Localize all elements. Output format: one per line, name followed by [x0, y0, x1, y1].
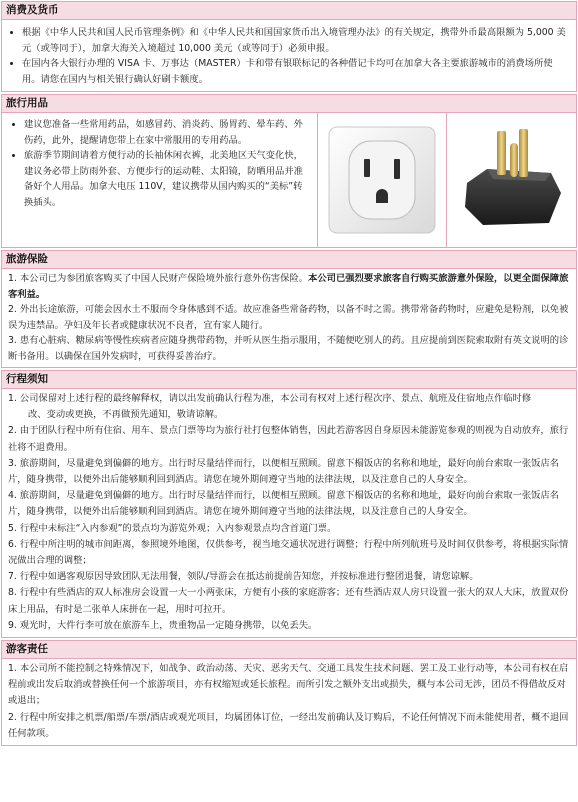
list-item: 5. 行程中未标注“入内参观”的景点均为游览外观；入内参观景点均含首道门票。 [8, 522, 337, 534]
liability-section [1, 640, 577, 746]
list-item: 1. 公司保留对上述行程的最终解释权，请以出发前确认行程为准，本公司有权对上述行程次序、景点、航班及住宿地点作临时修 [8, 393, 532, 404]
list-item: • 在国内各大银行办理的 VISA 卡、万事达（MASTER）卡和带有银联标记的各种借记卡均可在加拿大各主要旅游城市的消费场所使用。请您在国内与相关银行确认好刷卡额度。 [22, 56, 570, 87]
list-item: • 建议您准备一些常用药品，如感冒药、消炎药、肠胃药、晕车药、外伤药，此外，提醒请您带上在家中常服用的专用药品。 [24, 117, 309, 148]
list-item: 1. 本公司已为参团旅客购买了中国人民财产保险境外旅行意外伤害保险。本公司已强烈要求旅客自行购买旅游意外保险，以更全面保障旅客利益。 [8, 273, 569, 300]
supplies-section [1, 94, 577, 248]
currency-list [8, 25, 570, 87]
list-item: • 旅游季节期间请着方便行动的长袖休闲衣裤，北美地区天气变化快，建议务必带上防雨外套、方便步行的运动鞋、太阳镜，防晒用品并准备好个人用品。加拿大电压 110V，建议携带从国内购买的“美标”转换插头。 [24, 148, 309, 210]
insurance-section [1, 250, 577, 368]
supplies-list [10, 117, 309, 210]
currency-title: 消费及货币 [2, 2, 576, 20]
list-item-continuation: 改、变动或更换，不再做预先通知，敬请谅解。 [28, 409, 224, 421]
liability-title: 游客责任 [2, 641, 576, 659]
list-item: 4. 旅游期间，尽量避免到偏僻的地方。出行时尽量结伴而行，以便相互照顾。留意下榻饭店的名称和地址，最好向前台索取一张饭店名片，随身携带，以便外出后能够顺利回到酒店。请您在境外期间遵守当地的法律法规，以及注意自己的人身安全。 [8, 490, 560, 518]
list-item: 2. 外出长途旅游，可能会因水土不服而令身体感到不适。故应准备些常备药物，以备不时之需。携带常备药物时，应避免是粉剂，以免被误为违禁品。孕妇及年长者或健康状况不良者，宜有家人随行。 [8, 304, 569, 331]
list-item: 1. 本公司所不能控制之特殊情况下，如战争、政治动荡、天灾、恶劣天气、交通工具发生技术问题、罢工及工业行动等，本公司有权在启程前或出发后取消或替换任何一个旅游项目，亦有权缩短或延长旅程。而所引发之额外支出或损失，概与本公司无涉，团员不得借故反对或退出； [8, 663, 569, 707]
list-item: 8. 行程中有些酒店的双人标准房会设置一大一小两张床，方便有小孩的家庭游客；还有些酒店双人房只设置一张大的双人大床，放置双份床上用品，有时是二张单人床拼在一起，用时可拉开。 [8, 587, 569, 615]
list-item: 9. 观光时，大件行李可放在旅游车上，贵重物品一定随身携带，以免丢失。 [8, 619, 318, 631]
list-item: 6. 行程中所注明的城市间距离，参照境外地图，仅供参考，视当地交通状况进行调整；行程中所列航班号及时间仅供参考，将根据实际情况做出合理的调整； [8, 538, 569, 567]
itinerary-section [1, 370, 577, 638]
list-item: 3. 旅游期间，尽量避免到偏僻的地方。出行时尽量结伴而行，以便相互照顾。留意下榻饭店的名称和地址，最好向前台索取一张饭店名片，随身携带，以便外出后能够顺利回到酒店。请您在境外期间遵守当地的法律法规，以及注意自己的人身安全。 [8, 457, 560, 486]
insurance-title: 旅游保险 [2, 251, 576, 269]
list-item: 3. 患有心脏病、糖尿病等慢性疾病者应随身携带药物，并听从医生指示服用，不随便吃别人的药。且应提前到医院索取附有英文说明的诊断书备用。以确保在国外发病时，可获得妥善治疗。 [8, 335, 569, 362]
list-item: 2. 由于团队行程中所有住宿、用车、景点门票等均为旅行社打包整体销售，因此若游客因自身原因未能游览参观的则视为自动放弃，旅行社将不退费用。 [8, 425, 569, 453]
list-item: • 根据《中华人民共和国人民币管理条例》和《中华人民共和国国家货币出入境管理办法》的有关规定，携带外币最高限额为 5,000 美元（或等同于），加拿大海关入境超过 10,000 美元（或等同于）必须申报。 [22, 25, 570, 56]
currency-section [1, 1, 577, 92]
outlet-photo [318, 113, 447, 247]
itinerary-title: 行程须知 [2, 371, 576, 389]
list-item: 7. 行程中如遇客观原因导致团队无法用餐，领队/导游会在抵达前提前告知您，并按标准进行整团退餐，请您谅解。 [8, 571, 479, 583]
adapter-plug-photo [447, 113, 576, 247]
supplies-title: 旅行用品 [2, 95, 576, 113]
list-item: 2. 行程中所安排之机票/船票/车票/酒店或观光项目，均属团体订位，一经出发前确认及订购后，不论任何情况下而未能使用者，概不退回任何款项。 [8, 711, 569, 739]
